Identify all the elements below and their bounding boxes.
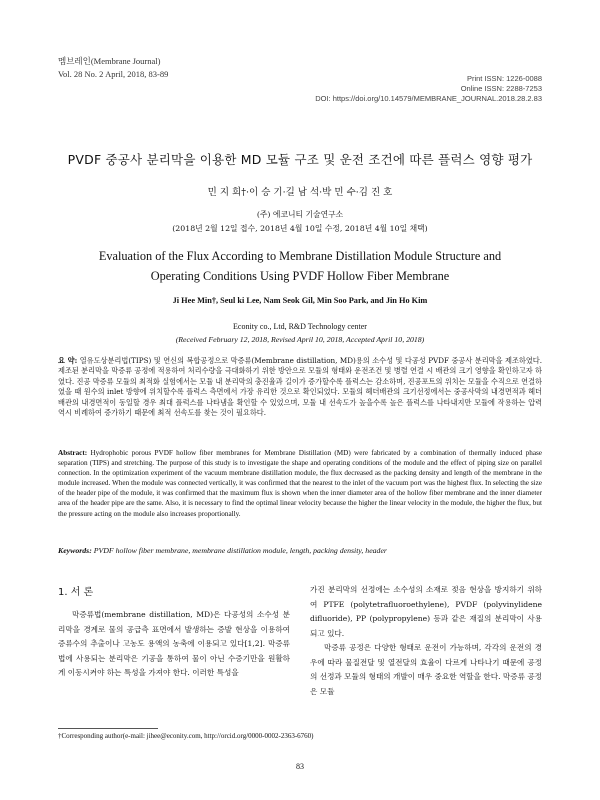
received-english: (Received February 12, 2018, Revised April 10, 2018, Accepted April 10, 2018)	[175, 335, 425, 344]
footnote-divider	[58, 728, 158, 729]
footnote-corresponding-author: †Corresponding author(e-mail: jihee@econity.com, http://orcid.org/0000-0002-2363-6760)	[58, 732, 314, 740]
abstract-english-text: Hydrophobic porous PVDF hollow fiber membranes for Membrane Distillation (MD) were fabricated by a combination of thermally induced phase separation (TIPS) and stretching. The purpose of this study is to investigate the shape and operating conditions of the module and the effect of piping size on parallel connection. In the optimization experiment of the vacuum membrane distillation module, the flux decreased as the packing density and length of the membrane in the module increased. When the module was connected vertically, it was confirmed that the nearest to the inlet of the vacuum port was the highest flux. In selecting the size of the header pipe of the module, it was confirmed that the maximum flux is shown when the inner diameter area of the hollow fiber membrane and the inner diameter area of the header pipe are the same. Also, it is necessary to find the optimal linear velocity because the higher the linear velocity in the module, the higher the flux, but the pressure acting on the module also increases proportionally.	[58, 449, 542, 518]
title-english	[60, 246, 540, 286]
keywords-text: PVDF hollow fiber membrane, membrane distillation module, length, packing density, header	[93, 546, 387, 555]
journal-info	[58, 55, 168, 81]
online-issn: Online ISSN: 2288-7253	[460, 84, 542, 93]
left-column-text: 막증류법(membrane distillation, MD)은 다공성의 소수성 분리막을 경계로 물의 공급측 표면에서 발생하는 증발 현상을 이용하여 증류수의 추출이나 고농도 용액의 농축에 이용되고 있다[1,2]. 막증류법에 사용되는 분리막은 기공을 통하여 물이 아닌 수증기만을 원활하게 이동시켜야 하는 특성을 가져야 한다. 이러한 특성을	[58, 610, 290, 677]
abstract-korean	[58, 356, 542, 418]
title-korean: PVDF 중공사 분리막을 이용한 MD 모듈 구조 및 운전 조건에 따른 플럭스 영향 평가	[67, 152, 533, 167]
section-heading-introduction: 1. 서 론	[58, 587, 94, 598]
affiliation-english: Econity co., Ltd, R&D Technology center	[233, 322, 367, 331]
abstract-korean-label: 요 약:	[58, 356, 78, 365]
abstract-english	[58, 448, 542, 519]
title-english-line2: Operating Conditions Using PVDF Hollow Fiber Membrane	[150, 269, 450, 283]
journal-issue: Vol. 28 No. 2 April, 2018, 83-89	[58, 69, 169, 79]
right-column-paragraph-2: 막증류 공정은 다양한 형태로 운전이 가능하며, 각각의 운전의 경우에 따라 물질전달 및 열전달의 효율이 다르게 나타나기 때문에 공정의 선정과 모듈의 형태의 개발이 매우 중요한 역할을 한다. 막증류 공정은 모듈	[310, 643, 542, 696]
abstract-english-label: Abstract:	[58, 449, 88, 457]
page-number: 83	[296, 762, 304, 771]
print-issn: Print ISSN: 1226-0088	[466, 74, 542, 83]
authors-english: Ji Hee Min†, Seul ki Lee, Nam Seok Gil, Min Soo Park, and Jin Ho Kim	[172, 296, 428, 305]
keywords	[58, 546, 542, 555]
body-right-column	[310, 583, 542, 699]
keywords-label: Keywords:	[58, 546, 92, 555]
affiliation-korean: (주) 에코니티 기술연구소	[256, 210, 344, 219]
authors-korean: 민 지 희†·이 승 기·길 남 석·박 민 수·김 진 호	[207, 187, 393, 198]
right-column-paragraph-1: 가진 분리막의 선정에는 소수성의 소재로 젖음 현상을 방지하기 위하여 PTFE (polytetrafluoroethylene), PVDF (polyvinylidene difluoride), PP (polypropylene) 등과 같은 재질의 분리막이 사용되고 있다.	[310, 585, 542, 638]
abstract-korean-text: 열유도상분리법(TIPS) 및 연신의 복합공정으로 막증류(Membrane distillation, MD)용의 소수성 및 다공성 PVDF 중공사 분리막을 제조하였다. 제조된 분리막을 막증류 공정에 적용하여 처리수량을 극대화하기 위한 방안으로 모듈의 형태와 운전조건 및 병렬 연결 시 배관의 크기 영향을 확인하고자 하였다. 진공 막증류 모듈의 최적화 실험에서는 모듈 내 분리막의 충진율과 길이가 증가할수록 플럭스는 감소하며, 진공포트의 위치는 모듈을 수직으로 연결하였을 때 원수의 inlet 방향에 위치할수록 플럭스 측면에서 가장 유리한 것으로 확인되었다. 모듈의 헤더배관의 크기선정에서는 중공사막의 내경면적과 헤더배관의 내경면적이 동일할 경우 최대 플럭스를 나타냄을 확인할 수 있었으며, 모듈 내 선속도가 높을수록 높은 플럭스를 나타내지만 모듈에 작용하는 압력 역시 비례하여 증가하기 때문에 최적 선속도를 찾는 것이 필요하다.	[58, 356, 543, 418]
body-left-column	[58, 608, 290, 681]
issn-block	[315, 74, 542, 104]
title-english-line1: Evaluation of the Flux According to Membrane Distillation Module Structure and	[98, 249, 502, 263]
doi[interactable]: DOI: https://doi.org/10.14579/MEMBRANE_JOURNAL.2018.28.2.83	[315, 94, 542, 103]
received-korean: (2018년 2월 12일 접수, 2018년 4월 10일 수정, 2018년 4월 10일 채택)	[172, 224, 428, 233]
journal-name: 멤브레인(Membrane Journal)	[58, 56, 161, 66]
